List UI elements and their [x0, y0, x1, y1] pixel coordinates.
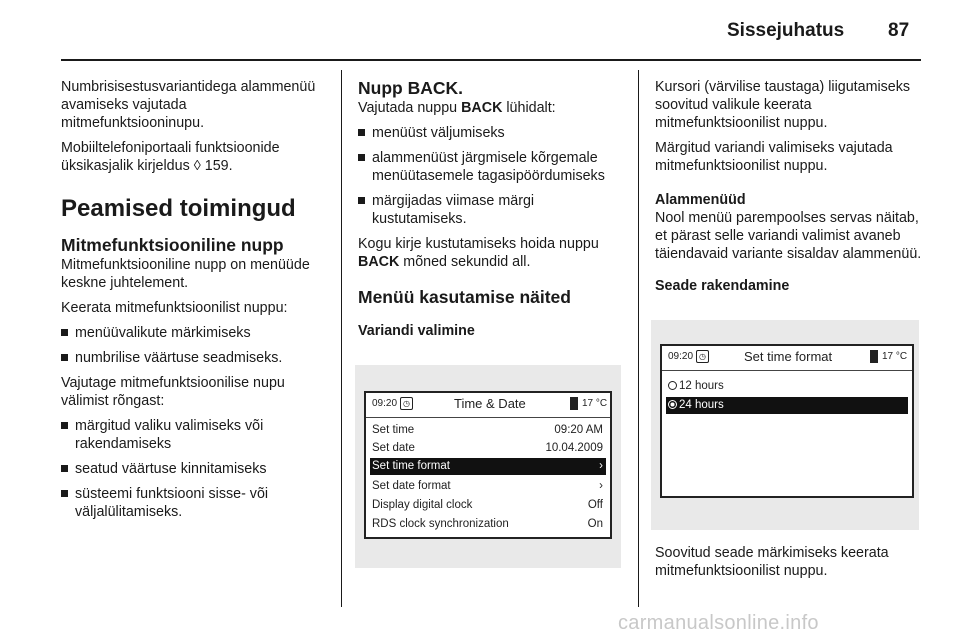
screen-image-frame	[355, 365, 621, 568]
phone-icon	[570, 397, 578, 410]
bullet-item: märgitud valiku valimiseks või rakendamiseks	[61, 417, 331, 453]
column-3-bottom	[655, 544, 923, 587]
column-divider-1	[341, 70, 342, 607]
paragraph: Vajutage mitmefunktsioonilise nupu välimist rõngast:	[61, 375, 285, 409]
screen-title: Set time format	[744, 349, 833, 364]
paragraph-text: lühidalt:	[502, 100, 556, 116]
menu-row[interactable]	[370, 440, 606, 457]
section-heading: Peamised toimingud	[61, 195, 296, 222]
menu-row-label: Set date	[372, 442, 415, 454]
display-screen	[660, 344, 914, 498]
paragraph: Märgitud variandi valimiseks vajutada mitmefunktsioonilist nuppu.	[655, 140, 893, 174]
paragraph: Kursori (värvilise taustaga) liigutamiseks soovitud valikule keerata mitmefunktsioonilist nuppu.	[655, 79, 911, 131]
bullet-item: menüüvalikute märkimiseks	[61, 324, 331, 342]
temperature: 17 °C	[582, 398, 608, 409]
menu-row-label: Display digital clock	[372, 499, 473, 511]
minor-heading: Variandi valimine	[358, 323, 475, 339]
menu-row-value: On	[587, 518, 603, 530]
paragraph	[358, 235, 628, 271]
paragraph: Soovitud seade märkimiseks keerata mitmefunktsioonilist nuppu.	[655, 545, 889, 579]
arrow-icon: ◊	[193, 158, 201, 174]
menu-row-value: 10.04.2009	[545, 442, 603, 454]
menu-row-label: RDS clock synchronization	[372, 518, 509, 530]
radio-option-label: 12 hours	[679, 380, 724, 392]
chevron-right-icon: ›	[599, 480, 603, 492]
paragraph-cross-reference	[61, 139, 331, 175]
page-number: 87	[888, 20, 910, 41]
menu-row-label: Set date format	[372, 480, 451, 492]
paragraph: Mitmefunktsiooniline nupp on menüüde keskne juhtelement.	[61, 257, 310, 291]
screen-status-bar	[366, 393, 610, 418]
menu-row[interactable]	[370, 478, 606, 495]
paragraph-text: Kogu kirje kustutamiseks hoida nuppu	[358, 236, 599, 252]
paragraph: Keerata mitmefunktsioonilist nuppu:	[61, 300, 288, 316]
column-1	[61, 78, 331, 528]
radio-off-icon	[668, 381, 677, 390]
header-section-title: Sissejuhatus	[727, 20, 845, 41]
menu-row-label: Set time format	[372, 460, 450, 472]
bullet-item: alammenüüst järgmisele kõrgemale menüütasemele tagasipöördumiseks	[358, 149, 628, 185]
column-2	[358, 78, 628, 340]
menu-row-value: 09:20 AM	[554, 424, 603, 436]
bullet-item: süsteemi funktsiooni sisse- või väljalülitamiseks.	[61, 485, 331, 521]
clock-time: 09:20	[372, 398, 398, 409]
subsection-heading: Nupp BACK.	[358, 78, 463, 98]
bullet-item: numbrilise väärtuse seadmiseks.	[61, 349, 331, 367]
clock-icon: ◷	[696, 350, 709, 363]
bullet-item: märgijadas viimase märgi kustutamiseks.	[358, 192, 628, 228]
chevron-right-icon: ›	[599, 460, 603, 472]
radio-option[interactable]	[666, 378, 908, 395]
paragraph-text: mõned sekundid all.	[399, 254, 531, 270]
paragraph: Nool menüü parempoolses servas näitab, et pärast selle variandi valimist avaneb täiendavaid variante sisaldav alammenüü.	[655, 210, 922, 262]
screen-image-frame	[651, 320, 919, 530]
paragraph	[358, 99, 628, 117]
menu-row-label: Set time	[372, 424, 415, 436]
clock-time: 09:20	[668, 351, 694, 362]
paragraph: Numbrisisestusvariantidega alammenüü avamiseks vajutada mitmefunktsiooninupu.	[61, 79, 316, 131]
paragraph-text: Mobiiltelefoniportaali funktsioonide üksikasjalik kirjeldus	[61, 140, 280, 174]
paragraph-text: Vajutada nuppu	[358, 100, 462, 116]
button-name: BACK	[358, 254, 400, 270]
page-reference: 159.	[200, 158, 233, 174]
radio-option-selected[interactable]	[666, 397, 908, 414]
menu-row[interactable]	[370, 497, 606, 514]
watermark-url: carmanualsonline.info	[618, 612, 819, 634]
bullet-item: menüüst väljumiseks	[358, 124, 628, 142]
screen-status-bar	[662, 346, 912, 371]
radio-on-icon	[668, 400, 677, 409]
clock-icon: ◷	[400, 397, 413, 410]
menu-row-value: Off	[587, 499, 603, 511]
menu-row-selected[interactable]	[370, 458, 606, 475]
button-name: BACK	[461, 100, 503, 116]
display-screen	[364, 391, 612, 539]
column-3	[655, 78, 923, 295]
header-divider	[61, 59, 921, 61]
phone-icon	[870, 350, 878, 363]
minor-heading: Seade rakendamine	[655, 278, 790, 294]
subsection-heading: Menüü kasutamise näited	[358, 287, 571, 307]
screen-title: Time & Date	[454, 396, 526, 411]
menu-row[interactable]	[370, 422, 606, 439]
menu-row[interactable]	[370, 516, 606, 533]
subsection-heading: Mitmefunktsiooniline nupp	[61, 235, 284, 255]
column-divider-2	[638, 70, 639, 607]
bullet-item: seatud väärtuse kinnitamiseks	[61, 460, 331, 478]
temperature: 17 °C	[882, 351, 908, 362]
radio-option-label: 24 hours	[679, 399, 724, 411]
minor-heading: Alammenüüd	[655, 192, 746, 208]
